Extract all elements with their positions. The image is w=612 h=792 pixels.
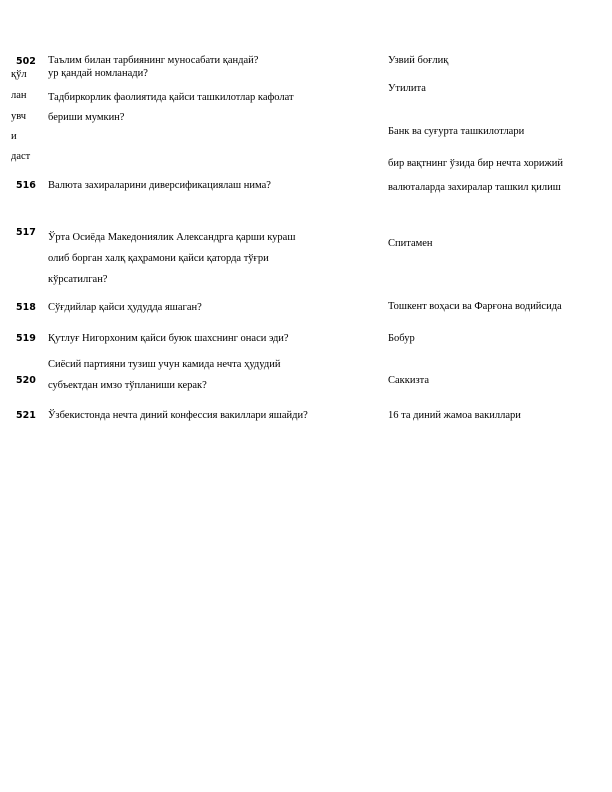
question-text: Сўғдийлар қайси ҳудудда яшаган? [48, 302, 202, 313]
question-text: Сиёсий партияни тузиш учун камида нечта ҳудудий [48, 359, 281, 370]
answer-text: Бобур [388, 333, 415, 344]
row-number: 517 [16, 227, 36, 238]
question-text: кўрсатилган? [48, 274, 108, 285]
answer-text: Спитамен [388, 238, 433, 249]
answer-text: Узвий боғлиқ [388, 55, 449, 66]
left-fragment: увч [11, 111, 27, 122]
left-fragment: и [11, 131, 17, 142]
row-number: 519 [16, 333, 36, 344]
left-fragment: қўл [11, 69, 27, 80]
answer-text: бир вақтнинг ўзида бир нечта хорижий [388, 158, 564, 169]
question-text: Тадбиркорлик фаолиятида қайси ташкилотлар кафолат [48, 92, 294, 103]
answer-text: Тошкент воҳаси ва Фарғона водийсида [388, 301, 562, 312]
left-fragment: даст [11, 151, 31, 162]
question-text: ур қандай номланади? [48, 68, 148, 79]
question-text: олиб борган халқ қаҳрамони қайси қаторда тўғри [48, 253, 269, 264]
row-number: 516 [16, 180, 36, 191]
row-number: 502 [16, 56, 36, 67]
question-text: Қутлуғ Нигорхоним қайси буюк шахснинг онаси эди? [48, 333, 289, 344]
question-text: Ўзбекистонда нечта диний конфессия вакиллари яшайди? [48, 410, 308, 421]
answer-text: Банк ва суғурта ташкилотлари [388, 126, 525, 137]
answer-text: Утилита [388, 83, 426, 94]
question-text: бериши мумкин? [48, 112, 125, 123]
question-text: Ўрта Осиёда Македониялик Александрга қарши кураш [48, 232, 296, 243]
left-fragment: лан [11, 90, 27, 101]
answer-text: валюталарда захиралар ташкил қилиш [388, 182, 561, 193]
row-number: 521 [16, 410, 36, 421]
row-number: 518 [16, 302, 36, 313]
question-text: Таълим билан тарбиянинг муносабати қандай? [48, 55, 259, 66]
answer-text: Саккизта [388, 375, 430, 386]
answer-text: 16 та диний жамоа вакиллари [388, 410, 521, 421]
question-text: субъектдан имзо тўпланиши керак? [48, 380, 207, 391]
question-text: Валюта захираларини диверсификациялаш нима? [48, 180, 271, 191]
row-number: 520 [16, 375, 36, 386]
